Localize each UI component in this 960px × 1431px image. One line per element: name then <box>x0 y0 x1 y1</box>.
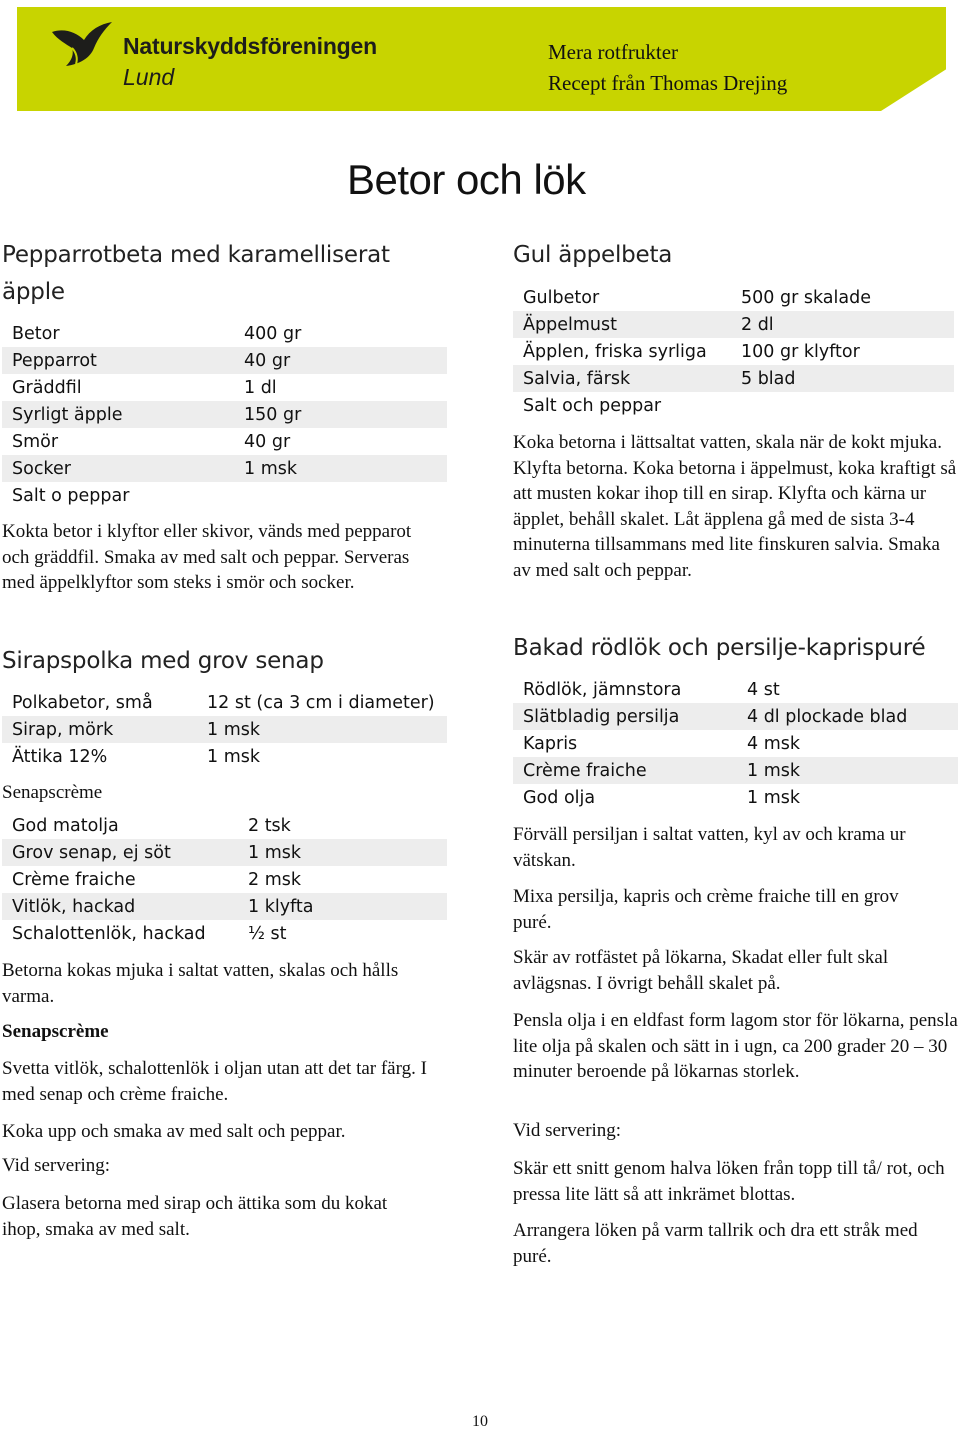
ingredient-row <box>2 716 447 743</box>
recipe4-step-5: Skär ett snitt genom halva löken från topp till tå/ rot, och pressa lite lätt så att inkrämet blottas. <box>513 1158 945 1205</box>
ingredient-amount: 5 blad <box>731 365 954 392</box>
ingredient-row <box>2 866 447 893</box>
ingredient-row <box>2 401 447 428</box>
ingredient-name: Syrligt äpple <box>2 401 234 428</box>
recipe1-title-line-1: Pepparrotbeta med karamelliserat <box>2 242 390 268</box>
recipe2-step-1: Betorna kokas mjuka i saltat vatten, skalas och hålls varma. <box>2 960 399 1007</box>
ingredient-name: Slätbladig persilja <box>513 703 737 730</box>
ingredient-name: Vitlök, hackad <box>2 893 238 920</box>
recipe4-step-6: Arrangera löken på varm tallrik och dra ett stråk med puré. <box>513 1220 918 1267</box>
header-line-1: Mera rotfrukter <box>548 40 679 64</box>
ingredient-row <box>513 703 958 730</box>
recipe4-step-4: Pensla olja i en eldfast form lagom stor för lökarna, pensla lite olja på skalen och sätt in i ugn, ca 200 grader 20 – 30 minuter beroende på lökarnas storlek. <box>513 1010 958 1082</box>
page-title: Betor och lök <box>347 156 586 203</box>
ingredient-amount: 2 msk <box>248 869 301 890</box>
header-line-2: Recept från Thomas Drejing <box>548 71 788 95</box>
ingredient-amount: 2 dl <box>731 311 954 338</box>
ingredient-name: Crème fraiche <box>12 869 136 890</box>
ingredient-name: Rödlök, jämnstora <box>523 679 682 700</box>
org-name: Naturskyddsföreningen <box>123 33 377 59</box>
recipe4-ingredients-table <box>513 676 958 811</box>
recipe4-step-2: Mixa persilja, kapris och crème fraiche till en grov puré. <box>513 886 899 933</box>
ingredient-name: Polkabetor, små <box>12 692 153 713</box>
ingredient-row <box>513 784 958 811</box>
ingredient-row <box>513 365 954 392</box>
recipe2-ingredients-table <box>2 689 447 770</box>
ingredient-name: Schalottenlök, hackad <box>12 923 206 944</box>
ingredient-name: Grov senap, ej söt <box>2 839 238 866</box>
ingredient-name: Gräddfil <box>12 377 82 398</box>
ingredient-amount: 1 msk <box>238 839 447 866</box>
ingredient-name: Smör <box>12 431 59 452</box>
ingredient-row <box>2 812 447 839</box>
ingredient-amount: 4 msk <box>747 733 800 754</box>
ingredient-row <box>513 757 958 784</box>
ingredient-amount: 100 gr klyftor <box>741 341 860 362</box>
ingredient-amount: 500 gr skalade <box>741 287 871 308</box>
ingredient-row <box>2 374 447 401</box>
recipe2-step-4: Glasera betorna med sirap och ättika som du kokat ihop, smaka av med salt. <box>2 1193 388 1240</box>
ingredient-row <box>2 839 447 866</box>
ingredient-name: Salt o peppar <box>12 485 130 506</box>
ingredient-name: Salvia, färsk <box>513 365 731 392</box>
recipe2-serving-label: Vid servering: <box>2 1155 111 1176</box>
ingredient-name: God olja <box>523 787 596 808</box>
recipe3-title: Gul äppelbeta <box>513 242 673 268</box>
recipe1-instructions: Kokta betor i klyftor eller skivor, vänds med pepparot och gräddfil. Smaka av med salt och peppar. Serveras med äppelklyftor som steks i smör och socker. <box>2 521 412 593</box>
recipe2-sub-ingredients-table <box>2 812 447 947</box>
recipe4-step-1: Förväll persiljan i saltat vatten, kyl av och krama ur vätskan. <box>513 824 906 871</box>
ingredient-row <box>2 320 447 347</box>
ingredient-row <box>2 482 447 509</box>
ingredient-name: Pepparrot <box>2 347 234 374</box>
recipe2-step-3: Koka upp och smaka av med salt och peppar. <box>2 1121 346 1142</box>
ingredient-amount: 2 tsk <box>248 815 291 836</box>
ingredient-row <box>2 920 447 947</box>
ingredient-name: Crème fraiche <box>513 757 737 784</box>
ingredient-amount: 4 dl plockade blad <box>737 703 958 730</box>
recipe2-step-heading: Senapscrème <box>2 1021 109 1042</box>
ingredient-row <box>513 392 954 419</box>
recipe1-ingredients-table <box>2 320 447 509</box>
ingredient-amount <box>731 392 954 419</box>
ingredient-name: Ättika 12% <box>12 746 108 767</box>
ingredient-amount: 12 st (ca 3 cm i diameter) <box>207 692 435 713</box>
ingredient-row <box>513 676 958 703</box>
ingredient-name: Socker <box>2 455 234 482</box>
ingredient-name: Salt och peppar <box>523 395 662 416</box>
recipe1-title-line-2: äpple <box>2 279 65 305</box>
ingredient-amount: 150 gr <box>234 401 447 428</box>
ingredient-name: God matolja <box>12 815 119 836</box>
ingredient-row <box>2 893 447 920</box>
page-number: 10 <box>472 1413 488 1430</box>
recipe4-step-3: Skär av rotfästet på lökarna, Skadat eller fult skal avlägsnas. I övrigt behåll skalet på. <box>513 947 889 994</box>
ingredient-row <box>2 428 447 455</box>
ingredient-amount: 1 msk <box>747 787 800 808</box>
ingredient-name: Betor <box>12 323 60 344</box>
recipe4-title: Bakad rödlök och persilje-kaprispuré <box>513 635 926 661</box>
recipe3-instructions: Koka betorna i lättsaltat vatten, skala när de kokt mjuka. Klyfta betorna. Koka betorna i äppelmust, koka kraftigt så att musten kokar ihop till en sirap. Klyfta och kärna ur äpplet, behåll skalet. Låt äpplena gå med de sista 3-4 minuterna tillsammans med lite finskuren salvia. Smaka av med salt och peppar. <box>513 432 957 581</box>
ingredient-name: Kapris <box>523 733 578 754</box>
ingredient-row <box>513 311 954 338</box>
ingredient-name: Äpplen, friska syrliga <box>523 341 707 362</box>
ingredient-row <box>513 730 958 757</box>
ingredient-name: Äppelmust <box>513 311 731 338</box>
ingredient-amount: 40 gr <box>234 347 447 374</box>
ingredient-name: Sirap, mörk <box>2 716 197 743</box>
ingredient-name: Gulbetor <box>523 287 600 308</box>
ingredient-amount: ½ st <box>248 923 287 944</box>
ingredient-amount: 400 gr <box>244 323 302 344</box>
org-place: Lund <box>123 64 175 90</box>
recipe2-step-2: Svetta vitlök, schalottenlök i oljan utan att det tar färg. I med senap och crème fraiche. <box>2 1058 427 1105</box>
ingredient-amount: 1 msk <box>197 716 447 743</box>
ingredient-row <box>2 347 447 374</box>
recipe1-title <box>2 237 390 311</box>
ingredient-row <box>2 455 447 482</box>
recipe2-title: Sirapspolka med grov senap <box>2 648 324 674</box>
ingredient-amount: 1 msk <box>234 455 447 482</box>
ingredient-amount: 1 dl <box>244 377 277 398</box>
ingredient-amount: 1 msk <box>737 757 958 784</box>
bird-logo-icon <box>50 18 114 68</box>
ingredient-row <box>513 338 954 365</box>
ingredient-row <box>2 689 447 716</box>
recipe4-serving-label: Vid servering: <box>513 1120 622 1141</box>
recipe3-ingredients-table <box>513 284 954 419</box>
ingredient-amount: 40 gr <box>244 431 291 452</box>
recipe2-subheading: Senapscrème <box>2 782 103 803</box>
ingredient-row <box>2 743 447 770</box>
ingredient-row <box>513 284 954 311</box>
ingredient-amount: 4 st <box>747 679 780 700</box>
ingredient-amount: 1 klyfta <box>238 893 447 920</box>
ingredient-amount: 1 msk <box>207 746 260 767</box>
ingredient-amount <box>234 482 447 509</box>
